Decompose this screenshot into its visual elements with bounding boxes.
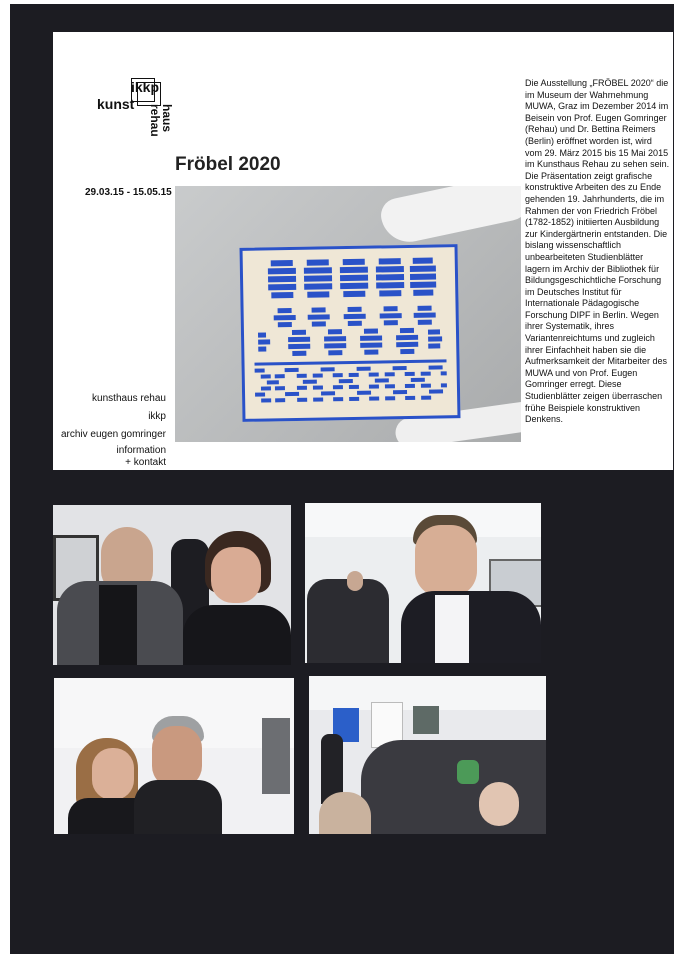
photo-crowd-head: [347, 571, 363, 591]
opening-photo-speaker: [305, 503, 541, 663]
nav-link-ikkp[interactable]: ikkp: [148, 411, 166, 422]
photo-ceiling: [309, 676, 546, 710]
side-navigation: [53, 390, 166, 469]
photo-man-face: [152, 726, 202, 788]
photo-speaker-jacket: [401, 591, 541, 663]
photo-foreground-head-right: [479, 782, 519, 826]
photo-speaker-shirt: [435, 595, 469, 663]
opening-photo-guests-2: [54, 678, 294, 834]
nav-link-archiv-eugen-gomringer[interactable]: archiv eugen gomringer: [60, 429, 166, 440]
photo-green-jacket: [457, 760, 479, 784]
photo-dark-artwork: [413, 706, 439, 734]
photo-man-jacket: [134, 780, 222, 834]
page-title: Fröbel 2020: [175, 154, 281, 175]
logo-ikkp-text: ikkp: [131, 79, 160, 95]
photo-speaker-face: [415, 525, 477, 597]
logo-kunst-text: kunst: [97, 96, 135, 112]
photo-older-man-shirt: [99, 585, 137, 665]
photo-woman-face-2: [92, 748, 134, 800]
photo-woman-body: [183, 605, 291, 665]
opening-photo-guests-1: [53, 505, 291, 665]
woven-paper-study-sheet: [239, 244, 460, 422]
nav-link-information-label: information: [116, 445, 166, 456]
nav-link-kontakt-label: + kontakt: [125, 457, 166, 468]
exhibition-description: [525, 78, 670, 426]
photo-crowd-left: [307, 579, 389, 663]
nav-link-information-kontakt[interactable]: [53, 445, 166, 469]
photo-foreground-head-left: [319, 792, 371, 834]
description-paragraph-1: Die Ausstellung „FRÖBEL 2020“ die im Museum der Wahrnehmung MUWA, Graz im Dezember 2014 im Beisein von Prof. Eugen Gomringer (Rehau) und Dr. Bettina Reimers (Berlin) eröffnet worden ist, wird vom 29. März 2015 bis 15 Mai 2015 im Kunsthaus Rehau zu sehen sein.: [525, 78, 670, 170]
description-paragraph-2: Die Präsentation zeigt grafische konstruktive Arbeiten des zu Ende gehenden 19. Jahrhunderts, die im Rahmen der von Friedrich Fröbel (1782-1852) initiierten Ausbildung zur Kindergärtnerin entstanden. Die bislang wissenschaftlich unbearbeiteten Studienblätter lagern im Archiv der Bibliothek für Bildungsgeschichtliche Forschung im Deutsches Institut für Internationale Pädagogische Forschung DIPF in Berlin. Wegen ihrer Systematik, ihres Variantenreichtums und zugleich ihrer Einfachheit haben sie die Aufmerksamkeit der Mitarbeiter des MUWA und von Prof. Eugen Gomringer erregt. Diese Studienblätter zeigen überraschen frühe Beispiele konstruktiven Denkens.: [525, 170, 668, 425]
gloved-hand-top: [378, 186, 521, 247]
exhibition-dates: 29.03.15 - 15.05.15: [85, 187, 172, 198]
opening-photo-audience: [309, 676, 546, 834]
photo-wall-picture: [262, 718, 290, 794]
photo-woman-face: [211, 547, 261, 603]
exhibition-panel: [53, 32, 673, 470]
photo-audience-rows: [361, 740, 546, 834]
nav-link-kunsthaus-rehau[interactable]: kunsthaus rehau: [92, 393, 166, 404]
logo-haus-rehau-text: haus rehau: [148, 104, 174, 137]
woven-artwork-photo: [175, 186, 521, 442]
kunsthaus-rehau-logo[interactable]: [97, 78, 177, 158]
